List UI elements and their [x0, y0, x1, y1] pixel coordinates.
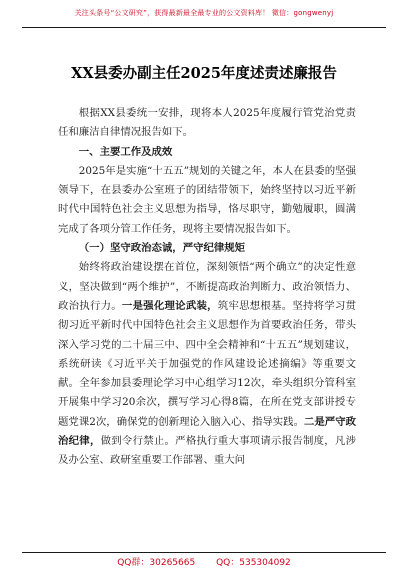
subsection-paragraph — [58, 258, 356, 470]
header-rule — [22, 27, 386, 28]
point2-text: 做到令行禁止。严格执行重大事项请示报告制度，凡涉及办公室、政研室重要工作部署、重大问 — [58, 435, 356, 467]
header-banner: 关注头条号“公文研究”，获得最新最全最专业的公文资料库！ 微信：gongwenyj — [74, 9, 334, 17]
document-title: XX县委办副主任2025年度述责述廉报告 — [71, 65, 337, 82]
footer-qq: QQ：535304092 — [216, 558, 291, 568]
section-paragraph: 2025年是实施“十五五”规划的关键之年，本人在县委的坚强领导下，在县委办公室班子的团结带领下，始终坚持以习近平新时代中国特色社会主义思想为指导，恪尽职守，勤勉履职，圆满完成了各项分管工作任务，现将主要情况报告如下。 — [58, 164, 356, 235]
point1-label: 一是强化理论武装， — [121, 299, 218, 312]
footer-qq-group: QQ群：30265665 — [117, 558, 196, 568]
footer — [0, 555, 408, 568]
point2-label: 二是严守政治纪律， — [58, 415, 357, 448]
point1-text: 筑牢思想根基。坚持将学习贯彻习近平新时代中国特色社会主义思想作为首要政治任务，带头深入学习党的二十届三中、四中全会精神和“十五五”规划建议，系统研读《习近平关于加强党的作风建设论述摘编》等重要文献。全年参加县委理论学习中心组学习12次，牵头组织分管科室开展集中学习20余次，撰写学习心得8篇，在所在党支部讲授专题党课2次，确保党的创新理论入脑入心、指导实践。 — [58, 299, 357, 428]
intro-paragraph: 根据XX县委统一安排，现将本人2025年度履行管党治党责任和廉洁自律情况报告如下。 — [58, 107, 356, 139]
subsection-heading: （一）坚守政治态诚，严守纪律规矩 — [78, 242, 246, 255]
document-body — [58, 104, 356, 471]
section-heading: 一、主要工作及成效 — [78, 145, 173, 158]
footer-rule — [22, 552, 386, 553]
subsection-text: 始终将政治建设摆在首位，深刻领悟“两个确立”的决定性意义，坚决做到“两个维护”，不断提高政治判断力、政治领悟力、政治执行力。 — [58, 261, 356, 312]
